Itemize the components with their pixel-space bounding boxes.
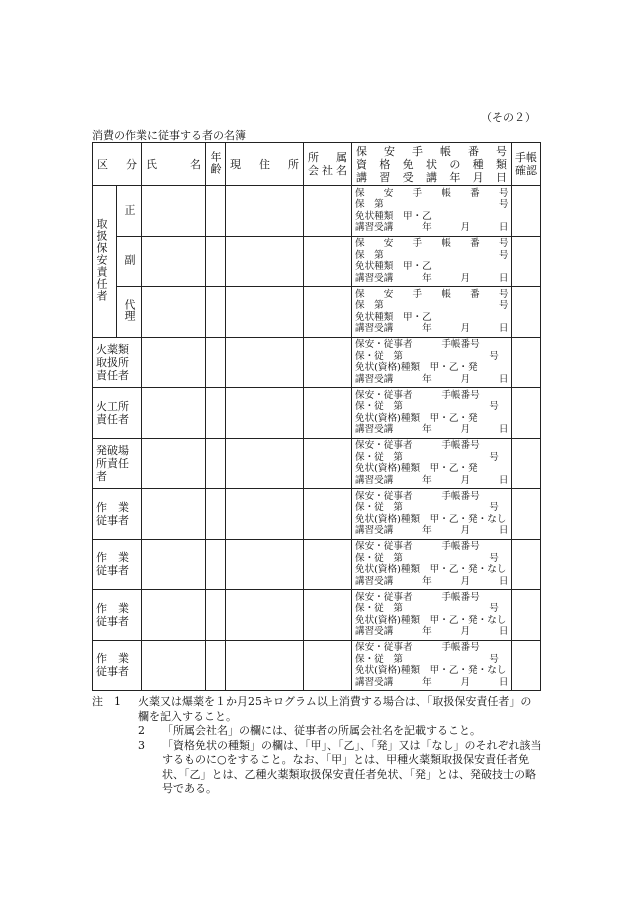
header-info: 保安手帳番号 資格免状の種類 講習受講年月日 xyxy=(352,143,512,186)
info-line: 講習受講 年 月 日 xyxy=(355,525,509,537)
info-cell xyxy=(352,337,512,388)
roster-table xyxy=(92,142,541,691)
info-line: 免状(資格)種類 甲・乙・発・なし xyxy=(355,564,507,576)
header-name: 氏名 xyxy=(142,143,206,186)
blank-cell[interactable] xyxy=(226,640,304,691)
info-line: 免状(資格)種類 甲・乙・発 xyxy=(355,362,478,374)
header-category: 区分 xyxy=(93,143,142,186)
blank-cell[interactable] xyxy=(226,590,304,641)
blank-cell[interactable] xyxy=(512,287,541,338)
supervisor-position: 正 xyxy=(117,186,142,237)
table-row xyxy=(93,186,541,237)
blank-cell[interactable] xyxy=(226,539,304,590)
blank-cell[interactable] xyxy=(304,388,352,439)
info-cell xyxy=(352,489,512,540)
table-row xyxy=(93,438,541,489)
info-line: 保安・従事者 手帳番号 xyxy=(355,541,480,553)
info-cell xyxy=(352,590,512,641)
info-line: 保・従 第 号 xyxy=(355,502,499,514)
note-item: 2 「所属会社名」の欄には、従事者の所属会社名を記載すること。 xyxy=(138,724,481,737)
table-row xyxy=(93,489,541,540)
blank-cell[interactable] xyxy=(304,590,352,641)
blank-cell[interactable] xyxy=(206,539,226,590)
info-line: 講習受講 年 月 日 xyxy=(355,222,509,234)
info-line: 免状(資格)種類 甲・乙・発・なし xyxy=(355,513,507,525)
blank-cell[interactable] xyxy=(512,236,541,287)
table-row xyxy=(93,388,541,439)
blank-cell[interactable] xyxy=(512,590,541,641)
blank-cell[interactable] xyxy=(226,287,304,338)
blank-cell[interactable] xyxy=(142,640,206,691)
table-row xyxy=(93,337,541,388)
row-category: 作 業 従事者 xyxy=(93,489,142,540)
blank-cell[interactable] xyxy=(206,489,226,540)
info-line: 免状種類 甲・乙 xyxy=(355,311,432,323)
blank-cell[interactable] xyxy=(142,287,206,338)
info-cell xyxy=(352,186,512,237)
supervisor-position: 代理 xyxy=(117,287,142,338)
info-cell xyxy=(352,438,512,489)
blank-cell[interactable] xyxy=(304,438,352,489)
info-line: 保・従 第 号 xyxy=(355,451,499,463)
info-cell xyxy=(352,236,512,287)
blank-cell[interactable] xyxy=(226,236,304,287)
blank-cell[interactable] xyxy=(206,640,226,691)
blank-cell[interactable] xyxy=(304,640,352,691)
info-line: 免状(資格)種類 甲・乙・発・なし xyxy=(355,614,507,626)
info-cell xyxy=(352,388,512,439)
blank-cell[interactable] xyxy=(304,337,352,388)
info-line: 免状種類 甲・乙 xyxy=(355,261,432,273)
blank-cell[interactable] xyxy=(226,388,304,439)
info-line: 保安・従事者 手帳番号 xyxy=(355,642,480,654)
info-line: 保 第 号 xyxy=(355,249,509,261)
info-line: 保 第 号 xyxy=(355,300,509,312)
row-category: 作 業 従事者 xyxy=(93,539,142,590)
blank-cell[interactable] xyxy=(206,388,226,439)
blank-cell[interactable] xyxy=(512,337,541,388)
blank-cell[interactable] xyxy=(512,186,541,237)
header-confirm: 手帳 確認 xyxy=(512,143,541,186)
table-row xyxy=(93,287,541,338)
info-line: 講習受講 年 月 日 xyxy=(355,424,509,436)
info-line: 保・従 第 号 xyxy=(355,401,499,413)
info-line: 保 安 手 帳 番 号 xyxy=(355,288,509,300)
blank-cell[interactable] xyxy=(304,489,352,540)
blank-cell[interactable] xyxy=(142,590,206,641)
table-row xyxy=(93,640,541,691)
document-title: 消費の作業に従事する者の名簿 xyxy=(92,129,246,142)
info-line: 講習受講 年 月 日 xyxy=(355,676,509,688)
info-line: 保 第 号 xyxy=(355,199,509,211)
blank-cell[interactable] xyxy=(512,539,541,590)
table-row xyxy=(93,539,541,590)
info-line: 保安・従事者 手帳番号 xyxy=(355,490,480,502)
info-line: 講習受講 年 月 日 xyxy=(355,474,509,486)
blank-cell[interactable] xyxy=(142,236,206,287)
note-item: 3 「資格免状の種類」の欄は、「甲」、「乙」、「発」又は「なし」のそれぞれ該当するものに○をすること。なお、「甲」とは、甲種火薬類取扱保安責任者免状、「乙」とは、乙種火薬類取扱保安責任者免状、「発」とは、発破技士の略号である。 xyxy=(138,738,542,795)
page-label: （その２） xyxy=(481,111,536,124)
blank-cell[interactable] xyxy=(206,438,226,489)
info-line: 保・従 第 号 xyxy=(355,552,499,564)
info-line: 保 安 手 帳 番 号 xyxy=(355,238,509,250)
info-cell xyxy=(352,287,512,338)
info-line: 保・従 第 号 xyxy=(355,603,499,615)
blank-cell[interactable] xyxy=(226,337,304,388)
info-line: 講習受講 年 月 日 xyxy=(355,323,509,335)
row-category: 発破場 所責任 者 xyxy=(93,438,142,489)
blank-cell[interactable] xyxy=(304,287,352,338)
blank-cell[interactable] xyxy=(512,640,541,691)
info-line: 保安・従事者 手帳番号 xyxy=(355,339,480,351)
header-age: 年齢 xyxy=(206,143,226,186)
blank-cell[interactable] xyxy=(512,438,541,489)
notes xyxy=(92,695,542,797)
table-row xyxy=(93,236,541,287)
info-cell xyxy=(352,539,512,590)
row-category: 作 業 従事者 xyxy=(93,590,142,641)
blank-cell[interactable] xyxy=(304,539,352,590)
blank-cell[interactable] xyxy=(142,388,206,439)
info-line: 免状(資格)種類 甲・乙・発・なし xyxy=(355,665,507,677)
info-line: 講習受講 年 月 日 xyxy=(355,626,509,638)
blank-cell[interactable] xyxy=(226,186,304,237)
table-row xyxy=(93,590,541,641)
info-line: 講習受講 年 月 日 xyxy=(355,373,509,385)
blank-cell[interactable] xyxy=(142,337,206,388)
row-category: 作 業 従事者 xyxy=(93,640,142,691)
blank-cell[interactable] xyxy=(206,590,226,641)
info-line: 免状(資格)種類 甲・乙・発 xyxy=(355,463,478,475)
info-cell xyxy=(352,640,512,691)
blank-cell[interactable] xyxy=(226,438,304,489)
blank-cell[interactable] xyxy=(206,236,226,287)
blank-cell[interactable] xyxy=(206,287,226,338)
supervisor-group: 取扱保安責任者 xyxy=(93,186,117,338)
info-line: 免状(資格)種類 甲・乙・発 xyxy=(355,412,478,424)
note-item: 注 1 火薬又は爆薬を１か月25キログラム以上消費する場合は、「取扱保安責任者」の欄を記入すること。 xyxy=(92,695,532,723)
info-line: 保安・従事者 手帳番号 xyxy=(355,389,480,401)
blank-cell[interactable] xyxy=(512,489,541,540)
blank-cell[interactable] xyxy=(142,489,206,540)
blank-cell[interactable] xyxy=(142,186,206,237)
supervisor-position: 副 xyxy=(117,236,142,287)
info-line: 講習受講 年 月 日 xyxy=(355,272,509,284)
info-line: 免状種類 甲・乙 xyxy=(355,210,432,222)
blank-cell[interactable] xyxy=(142,438,206,489)
blank-cell[interactable] xyxy=(304,236,352,287)
info-line: 保・従 第 号 xyxy=(355,350,499,362)
row-category: 火工所 責任者 xyxy=(93,388,142,439)
blank-cell[interactable] xyxy=(206,337,226,388)
blank-cell[interactable] xyxy=(304,186,352,237)
blank-cell[interactable] xyxy=(512,388,541,439)
info-line: 講習受講 年 月 日 xyxy=(355,575,509,587)
info-line: 保・従 第 号 xyxy=(355,653,499,665)
info-line: 保 安 手 帳 番 号 xyxy=(355,187,509,199)
header-company: 所属 会社名 xyxy=(304,143,352,186)
blank-cell[interactable] xyxy=(142,539,206,590)
header-address: 現住所 xyxy=(226,143,304,186)
info-line: 保安・従事者 手帳番号 xyxy=(355,440,480,452)
blank-cell[interactable] xyxy=(226,489,304,540)
row-category: 火薬類 取扱所 責任者 xyxy=(93,337,142,388)
blank-cell[interactable] xyxy=(206,186,226,237)
info-line: 保安・従事者 手帳番号 xyxy=(355,591,480,603)
